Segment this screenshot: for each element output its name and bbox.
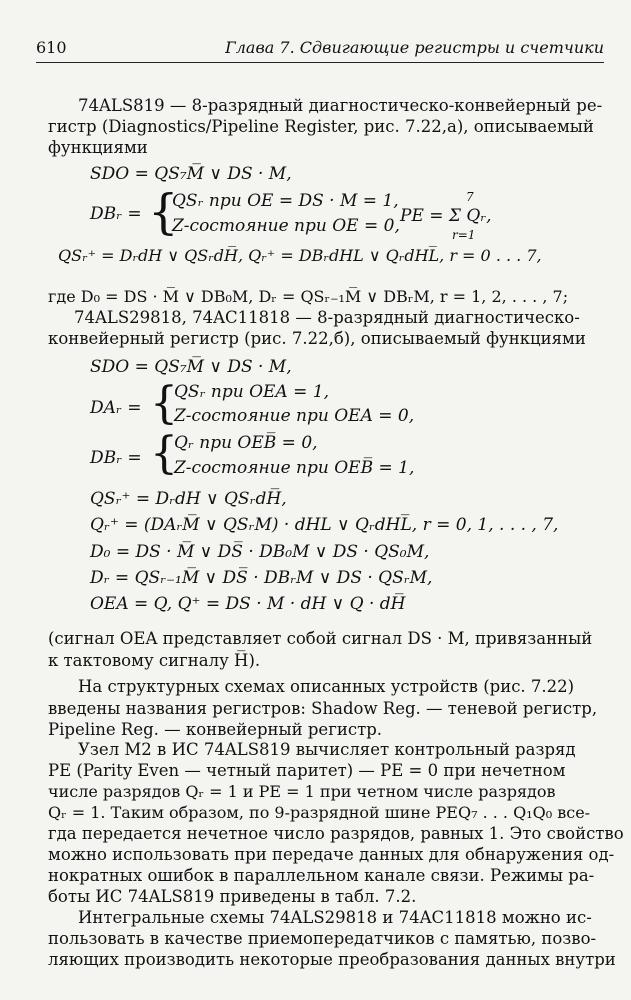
para5-line4: Qᵣ = 1. Таким образом, по 9-разрядной шине PEQ₇ . . . Q₁Q₀ все- <box>48 803 591 822</box>
brace-2: { <box>150 378 178 429</box>
formula-d0: D₀ = DS · M̅ ∨ DS̅ · DB₀M ∨ DS · QS₀M, <box>90 542 430 562</box>
formula-dar-case1: QSᵣ при OEA = 1, <box>174 382 329 402</box>
formula-pe-bottom: r=1 <box>452 228 476 242</box>
formula-sdo-1: SDO = QS₇M̅ ∨ DS · M, <box>90 164 292 184</box>
para6-line3: ляющих производить некоторые преобразования данных внутри <box>48 950 616 969</box>
para5-line1: Узел M2 в ИС 74ALS819 вычисляет контрольный разряд <box>78 740 576 759</box>
para6-line2: пользовать в качестве приемопередатчиков с памятью, позво- <box>48 929 597 948</box>
formula-oea: OEA = Q, Q⁺ = DS · M · dH ∨ Q · dH̅ <box>90 594 406 614</box>
formula-dr: Dᵣ = QSᵣ₋₁M̅ ∨ DS̅ · DBᵣM ∨ DS · QSᵣM, <box>90 568 433 588</box>
header-rule <box>36 62 604 63</box>
formula-dbr-case2-1: Z-состояние при OE = 0, <box>172 216 400 236</box>
para6-line1: Интегральные схемы 74ALS29818 и 74AC11818 можно ис- <box>78 908 592 927</box>
para4-line3: Pipeline Reg. — конвейерный регистр. <box>48 720 383 739</box>
formula-dar-case2: Z-состояние при OEA = 0, <box>174 406 415 426</box>
formula-dbr-case1-1: QSᵣ при OE = DS · M = 1, <box>172 191 399 211</box>
formula-qs-next-2: QSᵣ⁺ = DᵣdH ∨ QSᵣdH̅, <box>90 489 287 509</box>
formula-sdo-2: SDO = QS₇M̅ ∨ DS · M, <box>90 357 292 377</box>
para5-line7: нократных ошибок в параллельном канале связи. Режимы ра- <box>48 866 595 885</box>
page-number: 610 <box>36 38 67 57</box>
para1-line2: гистр (Diagnostics/Pipeline Register, рис. 7.22,а), описываемый <box>48 117 594 136</box>
para5-line2: PE (Parity Even — четный паритет) — PE = 0 при нечетном <box>48 761 566 780</box>
para4-line2: введены названия регистров: Shadow Reg. — теневой регистр, <box>48 699 598 718</box>
para5-line3: числе разрядов Qᵣ = 1 и PE = 1 при четном числе разрядов <box>48 782 556 801</box>
brace-3: { <box>150 428 178 479</box>
formula-pe-top: 7 <box>466 190 474 204</box>
para1-line1: 74ALS819 — 8-разрядный диагностическо-конвейерный ре- <box>78 96 603 115</box>
para1-line3: функциями <box>48 138 148 157</box>
formula-q-next: Qᵣ⁺ = (DAᵣM̅ ∨ QSᵣM) · dHL ∨ QᵣdHL̅, r = 0, 1, . . . , 7, <box>90 515 559 535</box>
formula-dbr-case2-2: Z-состояние при OEB̅ = 1, <box>174 458 415 478</box>
formula-dbr-label-1: DBᵣ = <box>90 204 142 224</box>
para2-line3: конвейерный регистр (рис. 7.22,б), описываемый функциями <box>48 329 586 348</box>
para2-line2: 74ALS29818, 74AC11818 — 8-разрядный диагностическо- <box>74 308 580 327</box>
para3-line2: к тактовому сигналу H̅). <box>48 651 261 670</box>
para5-line5: гда передается нечетное число разрядов, равных 1. Это свойство <box>48 824 624 843</box>
para4-line1: На структурных схемах описанных устройств (рис. 7.22) <box>78 677 575 696</box>
formula-pe: PE = Σ Qᵣ, <box>400 206 492 226</box>
para3-line1: (сигнал OEA представляет собой сигнал DS · M, привязанный <box>48 629 593 648</box>
formula-dbr-label-2: DBᵣ = <box>90 448 142 468</box>
formula-qs-next-1: QSᵣ⁺ = DᵣdH ∨ QSᵣdH̅, Qᵣ⁺ = DBᵣdHL ∨ QᵣdHL̅, r = 0 . . . 7, <box>58 246 542 265</box>
running-header <box>36 38 604 60</box>
para5-line6: можно использовать при передаче данных для обнаружения од- <box>48 845 615 864</box>
formula-dar-label: DAᵣ = <box>90 398 142 418</box>
para2-line1: где D₀ = DS · M̅ ∨ DB₀M, Dᵣ = QSᵣ₋₁M̅ ∨ DBᵣM, r = 1, 2, . . . , 7; <box>48 287 569 306</box>
chapter-title: Глава 7. Сдвигающие регистры и счетчики <box>225 38 604 57</box>
formula-dbr-case1-2: Qᵣ при OEB̅ = 0, <box>174 433 318 453</box>
brace-1: { <box>148 184 179 240</box>
para5-line8: боты ИС 74ALS819 приведены в табл. 7.2. <box>48 887 417 906</box>
